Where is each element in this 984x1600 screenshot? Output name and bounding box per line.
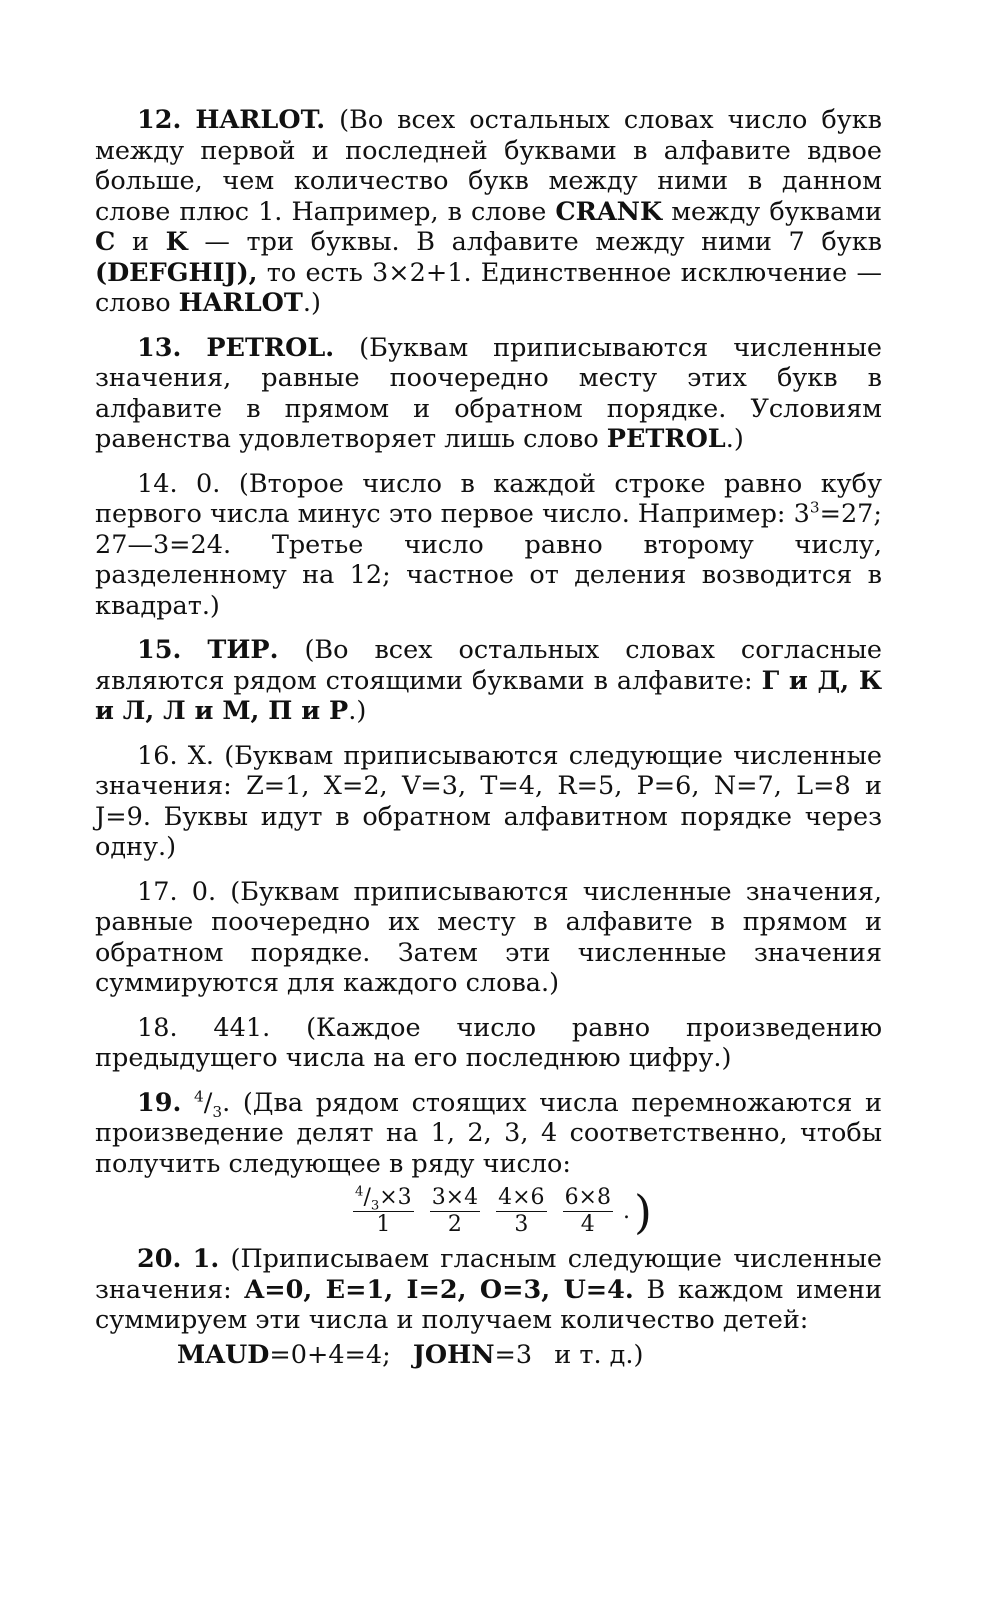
answer-word: HARLOT. xyxy=(195,105,326,135)
answer-word: PETROL. xyxy=(206,332,335,363)
answer-14 xyxy=(95,469,882,622)
explanation-text: =27; 27—3=24. Третье число равно второму числу, разделенному на 12; частное от деления возводится в квадрат.) xyxy=(95,499,882,621)
explanation-text: между буквами xyxy=(671,196,883,227)
fraction-top: $^4/_3\times 3$ xyxy=(355,1184,412,1214)
fraction-2 xyxy=(430,1185,480,1238)
answer-fraction: $^4/_3$. xyxy=(194,1087,231,1121)
closing: .) xyxy=(302,288,321,318)
fraction-sup: 4 xyxy=(355,1184,364,1200)
fraction-bottom: 3 xyxy=(514,1212,529,1237)
answer-value: 441. xyxy=(213,1012,271,1043)
fraction-sub: 3 xyxy=(370,1198,380,1214)
conjunction: и xyxy=(131,227,149,257)
fraction-top: 4×6 xyxy=(498,1185,545,1210)
explanation-text: (Во всех остальных словах согласные являются рядом стоящими буквами в алфавите: xyxy=(95,635,882,696)
answer-dot: . xyxy=(222,1087,231,1118)
letter-sequence: (DEFGHIJ), xyxy=(95,257,258,288)
answer-19 xyxy=(95,1088,882,1180)
entry-number: 20. xyxy=(137,1244,182,1274)
name-maud: MAUD xyxy=(177,1339,270,1370)
fraction-bottom: 2 xyxy=(447,1212,462,1237)
answer-18 xyxy=(95,1013,882,1074)
exception-word: HARLOT xyxy=(178,288,303,318)
entry-number: 14. xyxy=(137,468,178,499)
answer-12 xyxy=(95,105,882,319)
formula xyxy=(95,1185,882,1238)
formula-paren: ) xyxy=(634,1184,652,1239)
fraction-denominator: 3 xyxy=(212,1102,223,1121)
explanation-text: (Два рядом стоящих числа перемножаются и произведение делят на 1, 2, 3, 4 соответственно, чтобы получить следующее в ряду число: xyxy=(95,1087,882,1179)
explanation-text: (Каждое число равно произведению предыдущего числа на его последнюю цифру.) xyxy=(95,1012,883,1073)
explanation-text: — три буквы. В алфавите между ними 7 букв xyxy=(204,227,883,257)
explanation-text: Буквы идут в обратном алфавитном порядке через одну.) xyxy=(95,801,882,862)
explanation-text: (Приписываем гласным следующие численные значения: xyxy=(95,1244,883,1305)
sum-maud: =0+4=4; xyxy=(269,1339,391,1370)
entry-number: 13. xyxy=(137,332,182,363)
entry-number: 15. xyxy=(137,635,182,665)
sum-john: =3 xyxy=(494,1339,533,1370)
explanation-text: В каждом имени суммируем эти числа и получаем количество детей: xyxy=(95,1274,882,1335)
vowel-values: A=0, E=1, I=2, O=3, U=4. xyxy=(244,1274,634,1305)
formula-dot: . xyxy=(623,1199,630,1224)
entry-number: 18. xyxy=(137,1012,178,1043)
example-word: CRANK xyxy=(555,196,663,227)
answer-13 xyxy=(95,333,882,455)
entry-number: 12. xyxy=(137,105,182,135)
name-john: JOHN xyxy=(412,1339,495,1370)
closing: .) xyxy=(348,696,367,726)
answer-value: 1. xyxy=(192,1244,220,1274)
answer-15 xyxy=(95,635,882,727)
fraction-numerator: 4 xyxy=(194,1087,204,1105)
superscript: 3 xyxy=(809,498,820,517)
answer-word-repeat: PETROL xyxy=(606,424,726,454)
answer-word: ТИР. xyxy=(207,635,279,665)
closing: .) xyxy=(725,424,744,454)
explanation-text: (Второе число в каждой строке равно кубу первого числа минус это первое число. Например: 3 xyxy=(95,468,882,529)
letter-c: C xyxy=(95,227,116,257)
example-line xyxy=(95,1340,882,1371)
fraction-3 xyxy=(496,1185,546,1238)
fraction-4 xyxy=(563,1185,613,1238)
answer-word: X. xyxy=(187,740,215,771)
etc-closing: и т. д.) xyxy=(554,1339,644,1370)
explanation-text: то есть 3×2+1. Единственное исключение — слово xyxy=(95,257,882,318)
explanation-text: (Буквам приписываются следующие численные значения: xyxy=(95,740,882,801)
fraction-1 xyxy=(353,1185,414,1238)
fraction-top: 6×8 xyxy=(564,1185,611,1210)
fraction-top: 3×4 xyxy=(431,1185,479,1210)
letter-pairs: Г и Д, К и Л, Л и М, П и Р xyxy=(95,665,883,726)
answer-17 xyxy=(95,877,882,999)
explanation-text: (Буквам приписываются численные значения, равные поочередно месту этих букв в алфавите в прямом и обратном порядке. Условиям равенства удовлетворяет лишь слово xyxy=(95,332,882,454)
fraction-bottom: 4 xyxy=(580,1212,595,1237)
fraction-rest: ×3 xyxy=(379,1185,412,1210)
fraction-bottom: 1 xyxy=(376,1212,391,1237)
letter-k: K xyxy=(165,227,188,257)
entry-number: 19. xyxy=(137,1087,182,1118)
letter-values: Z=1, X=2, V=3, T=4, R=5, P=6, N=7, L=8 и J=9. xyxy=(95,771,882,832)
answer-value: 0. xyxy=(191,876,217,907)
entry-number: 16. xyxy=(137,740,178,771)
answer-20 xyxy=(95,1244,882,1336)
explanation-text: (Буквам приписываются численные значения, равные поочередно их месту в алфавите в прямом и обратном порядке. Затем эти численные значения суммируются для каждого слова.) xyxy=(95,876,883,998)
explanation-text: (Во всех остальных словах число букв между первой и последней буквами в алфавите вдвое больше, чем количество букв между ними в данном слове плюс 1. Например, в слове xyxy=(95,105,882,227)
entry-number: 17. xyxy=(137,876,178,907)
answer-value: 0. xyxy=(196,468,221,499)
answer-16 xyxy=(95,741,882,863)
